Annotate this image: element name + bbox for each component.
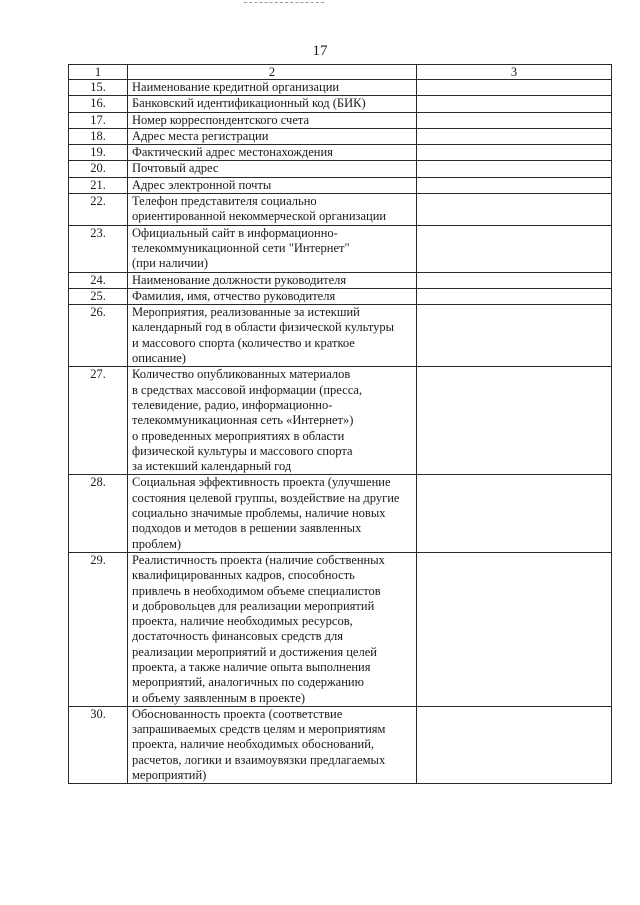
row-field-label-cell: Наименование кредитной организации bbox=[128, 80, 417, 96]
row-value-cell bbox=[417, 128, 612, 144]
page-number: 17 bbox=[312, 43, 328, 59]
row-field-label-cell: Мероприятия, реализованные за истекший календарный год в области физической культуры и массового спорта (количество и краткое описание) bbox=[128, 305, 417, 367]
row-value-cell bbox=[417, 80, 612, 96]
row-number-cell: 27. bbox=[69, 367, 128, 475]
row-number-cell: 18. bbox=[69, 128, 128, 144]
row-number-cell: 29. bbox=[69, 552, 128, 706]
row-field-label-cell: Адрес места регистрации bbox=[128, 128, 417, 144]
row-field-label-cell: Фамилия, имя, отчество руководителя bbox=[128, 288, 417, 304]
table-row bbox=[69, 367, 612, 475]
row-value-cell bbox=[417, 225, 612, 272]
row-value-cell bbox=[417, 305, 612, 367]
row-field-label-cell: Фактический адрес местонахождения bbox=[128, 145, 417, 161]
table-row bbox=[69, 145, 612, 161]
row-number-cell: 20. bbox=[69, 161, 128, 177]
application-form-table bbox=[68, 64, 612, 784]
row-field-label-cell: Наименование должности руководителя bbox=[128, 272, 417, 288]
row-number-cell: 24. bbox=[69, 272, 128, 288]
table-row bbox=[69, 96, 612, 112]
row-value-cell bbox=[417, 288, 612, 304]
table-row bbox=[69, 706, 612, 783]
row-field-label-cell: Почтовый адрес bbox=[128, 161, 417, 177]
row-number-cell: 21. bbox=[69, 177, 128, 193]
row-value-cell bbox=[417, 161, 612, 177]
row-number-cell: 22. bbox=[69, 194, 128, 226]
header-cell-number: 1 bbox=[69, 65, 128, 80]
row-field-label-cell: Реалистичность проекта (наличие собственных квалифицированных кадров, способность привлечь в необходимом объеме специалистов и добровольцев для реализации мероприятий проекта, наличие необходимых ресурсов, достаточность финансовых средств для реализации мероприятий и достижения целей проекта, а также наличие опыта выполнения мероприятий, аналогичных по содержанию и объему заявленным в проекте) bbox=[128, 552, 417, 706]
row-value-cell bbox=[417, 177, 612, 193]
row-field-label-cell: Официальный сайт в информационно- телекоммуникационной сети "Интернет" (при наличии) bbox=[128, 225, 417, 272]
row-value-cell bbox=[417, 145, 612, 161]
row-number-cell: 26. bbox=[69, 305, 128, 367]
table-row bbox=[69, 288, 612, 304]
header-cell-value: 3 bbox=[417, 65, 612, 80]
row-number-cell: 23. bbox=[69, 225, 128, 272]
row-value-cell bbox=[417, 706, 612, 783]
table-row bbox=[69, 161, 612, 177]
row-field-label-cell: Обоснованность проекта (соответствие запрашиваемых средств целям и мероприятиям проекта, наличие необходимых обоснований, расчетов, логики и взаимоувязки предлагаемых мероприятий) bbox=[128, 706, 417, 783]
table-row bbox=[69, 112, 612, 128]
table-row bbox=[69, 305, 612, 367]
row-number-cell: 16. bbox=[69, 96, 128, 112]
row-field-label-cell: Номер корреспондентского счета bbox=[128, 112, 417, 128]
header-cell-field: 2 bbox=[128, 65, 417, 80]
row-number-cell: 19. bbox=[69, 145, 128, 161]
row-number-cell: 28. bbox=[69, 475, 128, 552]
row-field-label-cell: Количество опубликованных материалов в средствах массовой информации (пресса, телевидение, радио, информационно- телекоммуникационная сеть «Интернет») о проведенных мероприятиях в области физической культуры и массового спорта за истекший календарный год bbox=[128, 367, 417, 475]
table-row bbox=[69, 225, 612, 272]
row-field-label-cell: Социальная эффективность проекта (улучшение состояния целевой группы, воздействие на другие социально значимые проблемы, наличие новых подходов и методов в решении заявленных проблем) bbox=[128, 475, 417, 552]
table-row bbox=[69, 128, 612, 144]
row-value-cell bbox=[417, 194, 612, 226]
row-field-label-cell: Телефон представителя социально ориентированной некоммерческой организации bbox=[128, 194, 417, 226]
row-number-cell: 25. bbox=[69, 288, 128, 304]
row-number-cell: 30. bbox=[69, 706, 128, 783]
row-number-cell: 17. bbox=[69, 112, 128, 128]
row-number-cell: 15. bbox=[69, 80, 128, 96]
row-value-cell bbox=[417, 96, 612, 112]
row-field-label-cell: Банковский идентификационный код (БИК) bbox=[128, 96, 417, 112]
table-row bbox=[69, 194, 612, 226]
table-row bbox=[69, 272, 612, 288]
row-value-cell bbox=[417, 367, 612, 475]
row-value-cell bbox=[417, 112, 612, 128]
table-row bbox=[69, 552, 612, 706]
row-field-label-cell: Адрес электронной почты bbox=[128, 177, 417, 193]
table-row bbox=[69, 475, 612, 552]
scan-artifact-line bbox=[244, 2, 324, 6]
table-header-row bbox=[69, 65, 612, 80]
row-value-cell bbox=[417, 272, 612, 288]
row-value-cell bbox=[417, 475, 612, 552]
row-value-cell bbox=[417, 552, 612, 706]
table-row bbox=[69, 177, 612, 193]
table-row bbox=[69, 80, 612, 96]
